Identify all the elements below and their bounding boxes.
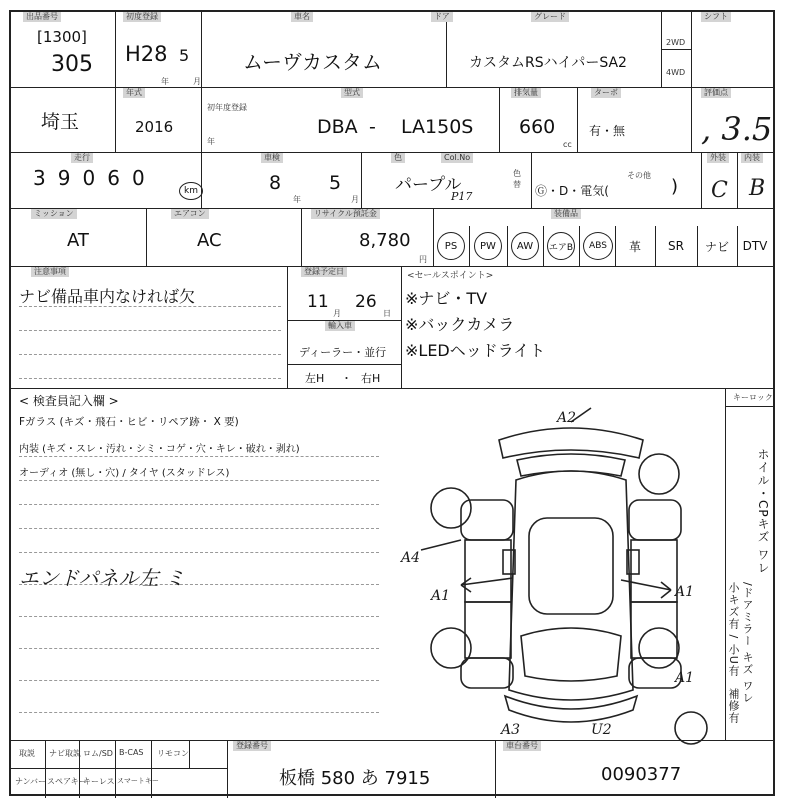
right-damage-arrow [621, 580, 671, 598]
body-outline-shape [509, 471, 633, 700]
score-value: , 3.5 [701, 110, 773, 148]
inspector-line [19, 552, 379, 553]
left-rear-fender-shape [461, 658, 513, 688]
lot-area-code: [1300] [37, 28, 87, 46]
doc-navi-manual: ナビ取説 [49, 749, 81, 758]
keys-divider [725, 406, 773, 407]
shift-header: シフト [701, 12, 731, 22]
inspector-audio: オーディオ (無し・穴) / タイヤ (スタッドレス) [19, 468, 230, 479]
drive-4wd: 4WD [666, 68, 686, 77]
row3-bottom-line [11, 208, 773, 209]
color-header: 色 [391, 153, 405, 163]
damage-mark-a1-right: A1 [675, 584, 695, 600]
notes-line [19, 330, 281, 331]
footer-cell-div [189, 740, 190, 768]
row2-div1 [115, 87, 116, 152]
doc-bcas: B-CAS [119, 748, 144, 757]
color-close: ) [671, 176, 679, 197]
equip-leather [615, 232, 655, 260]
displacement-value: 660 [519, 116, 556, 138]
key-number: ナンバー [15, 777, 47, 786]
lot-area-header: 出品番号 [23, 12, 61, 22]
row3-div3 [531, 152, 532, 208]
right-rear-door-shape [631, 602, 677, 658]
color-options: Ⓖ・D・電気( [535, 184, 609, 198]
row3-div5 [737, 152, 738, 208]
equip-airbag-label: エアB [548, 242, 574, 253]
inspector-line [19, 616, 379, 617]
exterior-grade: C [711, 178, 728, 203]
roof-shape [529, 518, 613, 614]
model-header: 型式 [341, 88, 363, 98]
row1-div2 [201, 12, 202, 87]
steering-left: 左H [305, 372, 325, 385]
plate-number: 板橋 580 あ 7915 [279, 768, 431, 789]
inspection-month-unit: 月 [351, 195, 359, 204]
notes-line [19, 354, 281, 355]
damage-mark-u2: U2 [591, 722, 612, 738]
model-prefix: DBA [317, 116, 358, 138]
year-header: 初度登録 [123, 12, 161, 22]
sales-point-2: ※バックカメラ [405, 315, 515, 334]
equip-abs-label: ABS [589, 241, 607, 251]
mileage-digit: 6 [107, 166, 120, 190]
footer-div2 [495, 740, 496, 798]
inspector-line [19, 712, 379, 713]
mileage-digits [33, 166, 145, 190]
mileage-digit: 0 [82, 166, 96, 190]
row3-div2 [361, 152, 362, 208]
era-month-unit: 月 [193, 77, 201, 86]
row1-div5 [691, 12, 692, 152]
footer-div1 [227, 740, 228, 798]
sales-point-3: ※LEDヘッドライト [405, 341, 546, 360]
notes-line [19, 378, 281, 379]
car-name-header: 車名 [291, 12, 313, 22]
side-note-wheel: ホイル・CPキズ ワレ [756, 448, 770, 575]
mileage-digit: 0 [131, 166, 145, 190]
equip-aw-label: AW [516, 240, 534, 252]
chassis-number: 0090377 [601, 764, 682, 785]
keys-header: キーロック [733, 393, 773, 402]
inspection-month: 5 [329, 172, 342, 194]
auction-sheet [9, 10, 775, 796]
footer-row-divider [11, 768, 227, 769]
equip-div [579, 226, 580, 266]
doors-header: ドア [431, 12, 453, 22]
grade-header: グレード [531, 12, 569, 22]
mileage-digit: 9 [57, 166, 71, 190]
turbo-header: ターボ [591, 88, 621, 98]
car-damage-diagram [401, 400, 721, 738]
equip-ps-label: PS [444, 240, 458, 252]
displacement-header: 排気量 [511, 88, 541, 98]
sales-points-header: <セールスポイント> [407, 271, 494, 281]
row4-div3 [433, 208, 434, 266]
damage-mark-a4: A4 [401, 550, 421, 566]
equip-ps [437, 232, 465, 260]
equip-dtv [737, 232, 773, 260]
key-smart: スマートキー [117, 777, 159, 785]
inspector-handwritten-note: エンドパネル左 ミ [19, 566, 185, 590]
notes-text: ナビ備品車内なければ欠 [19, 287, 196, 306]
footer-cell-div [45, 740, 46, 798]
side-note-repair: 補修有 [727, 688, 740, 724]
row1-div3 [446, 12, 447, 87]
model-code: LA150S [401, 116, 474, 138]
score-header: 評価点 [701, 88, 731, 98]
doc-remote: リモコン [157, 749, 189, 758]
model-year: 2016 [135, 118, 174, 136]
inspection-year: 8 [269, 172, 282, 194]
sales-point-1: ※ナビ・TV [405, 289, 488, 308]
equip-dtv-label: DTV [742, 239, 768, 253]
reg-day: 26 [355, 292, 377, 312]
key-keyless: キーレス [83, 777, 115, 786]
row4-bottom-line [11, 266, 773, 267]
equip-div [543, 226, 544, 266]
rear-glass-shape [521, 628, 621, 681]
right-front-wheel-shape [639, 454, 679, 494]
model-year-unit: 年 [207, 137, 215, 146]
dealer-text: ディーラー・並行 [299, 346, 387, 359]
plate-header: 登録番号 [233, 741, 271, 751]
inspector-line [19, 456, 379, 457]
damage-mark-a3: A3 [501, 722, 521, 738]
region: 埼玉 [41, 111, 80, 133]
lot-number: 305 [51, 52, 93, 77]
row4-div1 [146, 208, 147, 266]
color-name: パープル [395, 175, 462, 195]
drive-divider [661, 49, 691, 50]
inspector-line [19, 680, 379, 681]
reg-date-header: 登録予定日 [301, 267, 347, 277]
era-month: 5 [179, 46, 190, 65]
equip-leather-label: 革 [628, 239, 641, 254]
recycle-unit: 円 [419, 255, 427, 264]
equip-pw-label: PW [480, 240, 496, 252]
side-note-small: 小キズ有 / 小U有 [727, 582, 740, 677]
grade: カスタムRSハイパーSA2 [469, 55, 627, 71]
equip-abs [583, 232, 613, 260]
dealer-divider [287, 364, 401, 365]
equipment-header: 装備品 [551, 209, 581, 219]
reg-day-unit: 日 [383, 309, 391, 318]
inspector-line [19, 648, 379, 649]
transmission-value: AT [67, 230, 89, 251]
drive-2wd: 2WD [666, 38, 686, 47]
car-name: ムーヴカスタム [243, 50, 382, 74]
damage-mark-a1-left: A1 [431, 588, 451, 604]
row3-div1 [201, 152, 202, 208]
inspector-line [19, 480, 379, 481]
equip-sr-label: SR [668, 239, 684, 253]
row2-div3 [499, 87, 500, 152]
reg-month-unit: 月 [333, 309, 341, 318]
first-reg-header: 初年度登録 [207, 103, 247, 112]
left-front-fender-shape [461, 500, 513, 540]
turbo-value: 有・無 [589, 124, 626, 138]
inspector-interior: 内装 (キズ・スレ・汚れ・シミ・コゲ・穴・キレ・破れ・剥れ) [19, 444, 300, 455]
row1-div1 [115, 12, 116, 87]
equip-pw [474, 232, 502, 260]
notes-line [19, 306, 281, 307]
left-damage-arrow [461, 578, 513, 592]
recycle-header: リサイクル預託金 [311, 209, 380, 219]
row2-div2 [201, 87, 202, 152]
equip-sr [655, 232, 697, 260]
inspector-glass: Fガラス (キズ・飛石・ヒビ・リペア跡・ X 要) [19, 416, 239, 428]
left-front-wheel-shape [431, 488, 471, 528]
equip-aw [511, 232, 539, 260]
inspector-bottom-line [11, 740, 773, 741]
color-no-header: Col.No [441, 153, 473, 163]
mileage-unit-circle [179, 182, 203, 200]
mileage-header: 走行 [71, 153, 93, 163]
interior-grade: B [749, 176, 766, 201]
doc-manual: 取説 [19, 749, 35, 758]
color-other: その他 [627, 171, 651, 180]
row3-div4 [701, 152, 702, 208]
equip-airbag [547, 232, 575, 260]
era-year: H28 [125, 42, 168, 66]
notes-bottom-line [11, 388, 773, 389]
a4-pointer [421, 540, 461, 550]
right-front-fender-shape [629, 500, 681, 540]
color-change-label: 色替 [513, 169, 521, 189]
reg-month: 11 [307, 292, 329, 312]
steering-dot: ・ [341, 372, 352, 385]
model-year-header: 年式 [123, 88, 145, 98]
aircon-header: エアコン [171, 209, 209, 219]
reg-right-line [401, 266, 402, 388]
inspection-year-unit: 年 [293, 195, 301, 204]
exterior-header-top: 外装 [707, 153, 729, 163]
doc-rom-sd: ロム/SD [83, 749, 113, 758]
transmission-header: ミッション [31, 209, 77, 219]
import-header: 輸入車 [325, 321, 355, 331]
key-spare: スペアキー [47, 777, 87, 786]
equip-div [507, 226, 508, 266]
chassis-header: 車台番号 [503, 741, 541, 751]
footer-cell-div [151, 740, 152, 798]
row2-div4 [577, 87, 578, 152]
recycle-value: 8,780 [359, 230, 411, 251]
equip-div [469, 226, 470, 266]
era-year-unit: 年 [161, 77, 169, 86]
footer-cell-div [115, 740, 116, 798]
mileage-unit: km [184, 186, 198, 196]
left-rear-door-shape [465, 602, 511, 658]
inspector-title: < 検査員記入欄 > [19, 394, 119, 408]
color-code: P17 [451, 190, 473, 203]
model-dash: - [369, 116, 376, 138]
displacement-unit: cc [563, 140, 572, 149]
inspector-line [19, 528, 379, 529]
inspector-line [19, 504, 379, 505]
steering-right: 右H [361, 372, 381, 385]
inspection-header: 車検 [261, 153, 283, 163]
side-note-mirror: /ドアミラー キズ ワレ [741, 582, 754, 704]
equip-navi-label: ナビ [704, 239, 729, 254]
damage-mark-a2: A2 [557, 410, 577, 426]
aircon-value: AC [197, 230, 222, 251]
hood-front-shape [517, 454, 625, 476]
interior-header-top: 内装 [741, 153, 763, 163]
right-rear-wheel-shape [639, 628, 679, 668]
equip-navi [697, 232, 737, 260]
notes-header: 注意事項 [31, 267, 69, 277]
notes-right-line [287, 266, 288, 388]
row4-div2 [301, 208, 302, 266]
mileage-digit: 3 [33, 166, 46, 190]
damage-mark-a1-rear: A1 [675, 670, 695, 686]
